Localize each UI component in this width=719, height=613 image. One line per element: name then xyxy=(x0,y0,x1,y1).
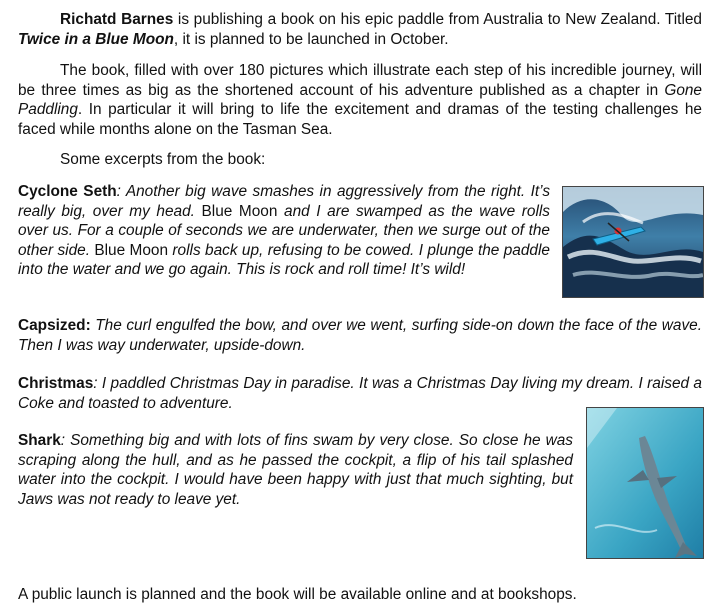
excerpt-cyclone-seth: Cyclone Seth: Another big wave smashes in aggressively from the right. It’s really big, over my head. Blue Moon and I are swamped as the wave rolls over us. For a couple of seconds we are underwater, then we surge out of the other side. Blue Moon rolls back up, refusing to be cowed. I plunge the paddle into the water and we go again. This is rock and roll time! It’s wild! xyxy=(18,183,551,279)
excerpt-capsized xyxy=(18,316,702,355)
excerpt-heading: Christmas xyxy=(18,375,94,392)
shark-image xyxy=(587,408,703,558)
previous-book-title: Gone Paddling xyxy=(18,81,702,119)
description-paragraph xyxy=(18,61,702,139)
book-title: Twice in a Blue Moon xyxy=(18,30,174,48)
excerpt-text: Another big wave smashes in aggressively from the right. It’s really big, over my head. xyxy=(18,183,551,220)
excerpt-christmas: Christmas: I paddled Christmas Day in paradise. It was a Christmas Day living my dream. I raised a Coke and toasted to adventure. xyxy=(18,375,702,412)
boat-name: Blue Moon xyxy=(201,202,278,220)
boat-name: Blue Moon xyxy=(94,241,169,259)
excerpt-text: Something big and with lots of fins swam by very close. So close he was scraping along the hull, and as he passed the cockpit, a flip of his tail splashed water into the cockpit. I would have been happy with just that much sighting, but Jaws was not ready to leave yet. xyxy=(18,432,573,508)
cyclone-wave-photo xyxy=(562,186,704,298)
closing-paragraph: A public launch is planned and the book will be available online and at bookshops. xyxy=(18,586,577,603)
excerpt-text: I paddled Christmas Day in paradise. It was a Christmas Day living my dream. I raised a Coke and toasted to adventure. xyxy=(18,375,702,412)
intro-text-end: , it is planned to be launched in October. xyxy=(173,30,449,48)
intro-paragraph xyxy=(18,10,702,49)
shark-photo xyxy=(586,407,704,559)
excerpt-heading: Cyclone Seth xyxy=(18,183,117,200)
description-text: The book, filled with over 180 pictures which illustrate each step of his incredible journey, will be three times as big as the shortened account of his adventure published as a chapter in xyxy=(18,62,702,99)
author-name: Richatd Barnes xyxy=(60,11,174,28)
excerpts-intro: Some excerpts from the book: xyxy=(60,151,266,168)
excerpt-shark: Shark: Something big and with lots of fins swam by very close. So close he was scraping along the hull, and as he passed the cockpit, a flip of his tail splashed water into the cockpit. I would have been happy with just that much sighting, but Jaws was not ready to leave yet. xyxy=(18,432,573,508)
excerpt-heading: Shark xyxy=(18,432,61,449)
excerpt-text: The curl engulfed the bow, and over we went, surfing side-on down the face of the wave. Then I was way underwater, upside-down. xyxy=(18,317,703,354)
description-text-end: . In particular it will bring to life the excitement and dramas of the testing challenges he faced while months alone on the Tasman Sea. xyxy=(18,101,702,138)
intro-text: is publishing a book on his epic paddle from Australia to New Zealand. Titled xyxy=(173,11,702,28)
excerpt-heading: Capsized: xyxy=(18,317,91,334)
kayak-in-waves-image xyxy=(563,187,703,297)
